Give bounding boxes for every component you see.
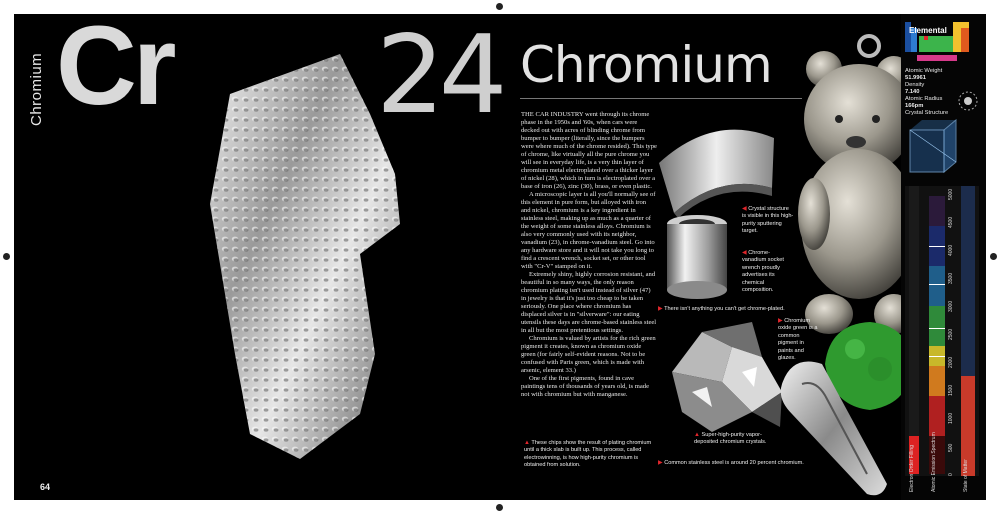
sputtering-target-photo xyxy=(654,118,779,218)
bear-caption-text: There isn't anything you can't get chrome-plated. xyxy=(664,306,785,312)
spectrum-chart xyxy=(905,186,979,476)
socket-caption-text: Chrome-vanadium socket wrench proudly advertises its chemical composition. xyxy=(742,250,784,294)
body-paragraph: One of the first pigments, found in cave paintings tens of thousands of years old, is made not with chromium but with manganese. xyxy=(521,375,650,398)
caption-pointer-icon: ▶ xyxy=(778,318,783,324)
scale-tick: 1500 xyxy=(948,384,954,396)
body-text xyxy=(521,111,657,399)
slab-caption-text: These chips show the result of plating chromium until a thick slab is built up. This process, called electrowinning, is how high-purity chromium is obtained from solution. xyxy=(524,440,652,469)
atom-radius-icon xyxy=(957,90,979,117)
body-paragraph: Chromium is valued by artists for the rich green pigment it creates, known as chromium oxide green (for fairly self-evident reasons. Not to be confused with Paris green, which is made with arsenic, element 33.) xyxy=(521,335,656,374)
crystal-structure-cube-icon xyxy=(906,116,960,176)
crystals-caption xyxy=(694,432,774,447)
crystal-structure-caption-text: Crystal structure is visible in this high-purity sputtering target. xyxy=(742,206,794,235)
registration-mark xyxy=(496,3,503,10)
state-of-matter-label: State of Matter xyxy=(963,459,969,492)
vertical-element-name: Chromium xyxy=(28,52,45,126)
crystals-caption-text: Super-high-purity vapor-deposited chromium crystals. xyxy=(694,432,767,446)
caption-pointer-icon: ▲ xyxy=(694,432,700,438)
book-spread xyxy=(14,14,986,500)
scale-tick: 500 xyxy=(948,443,954,452)
body-paragraph: A microscopic layer is all you'll normally see of this element in pure form, but alloyed with iron and nickel, chromium is a key ingredient in stainless steel, making up as much as a quarter of the weight of some stainless alloys. Chromium is also very commonly used with its neighbor, vanadium (23), in chrome-vanadium steel. Go into any hardware store and it will not take you long to find a crescent wrench, socket set, or other tool with "Cr-V" stamped on it. xyxy=(521,191,656,270)
body-paragraph: Extremely shiny, highly corrosion resistant, and beautiful in so many ways, the only reason chromium plating isn't used instead of silver (47) in jewelry is that it's just too cheap to be taken seriously. One place where chromium has displaced silver is in "silverware": our eating utensils these days are chrome-based stainless steel in all but the most pretentious settings. xyxy=(521,271,657,334)
atomic-weight-value: 51.9961 xyxy=(905,75,926,81)
registration-mark xyxy=(990,253,997,260)
density-label: Density xyxy=(905,82,925,88)
slab-caption xyxy=(524,440,654,470)
title-rule xyxy=(520,98,802,99)
scale-tick: 4500 xyxy=(948,216,954,228)
scale-tick: 2000 xyxy=(948,356,954,368)
crystal-structure-label: Crystal Structure xyxy=(905,110,949,116)
oxide-green-caption-text: Chromium oxide green is a common pigment in paints and glazes. xyxy=(778,318,818,362)
scale-tick: 0 xyxy=(948,473,954,476)
electron-fill-label: Electron Order Filling xyxy=(909,445,915,492)
atomic-number: 24 xyxy=(376,14,502,138)
page-title: Chromium xyxy=(520,36,772,94)
atomic-weight-label: Atomic Weight xyxy=(905,68,943,74)
registration-mark xyxy=(3,253,10,260)
stainless-spoon-photo xyxy=(772,354,894,500)
scale-tick: 3000 xyxy=(948,300,954,312)
chrome-bear-photo xyxy=(784,24,912,349)
caption-pointer-icon: ▶ xyxy=(658,306,663,312)
element-info-panel xyxy=(901,14,986,500)
registration-mark xyxy=(496,504,503,511)
caption-pointer-icon: ▶ xyxy=(658,460,663,466)
emission-spectrum-label: Atomic Emission Spectrum xyxy=(931,432,937,492)
scale-tick: 1000 xyxy=(948,412,954,424)
density-value: 7.140 xyxy=(905,89,920,95)
left-page-number: 64 xyxy=(40,482,51,492)
socket-wrench-photo xyxy=(660,212,734,304)
scale-tick: 5000 xyxy=(948,188,954,200)
caption-pointer-icon: ◀ xyxy=(742,206,747,212)
scale-tick: 4000 xyxy=(948,244,954,256)
caption-pointer-icon: ▲ xyxy=(524,440,530,446)
panel-logo: Elemental xyxy=(909,26,947,35)
scale-tick: 3500 xyxy=(948,272,954,284)
atomic-radius-label: Atomic Radius xyxy=(905,96,943,102)
spoon-caption xyxy=(658,460,818,467)
atomic-radius-value: 166pm xyxy=(905,103,924,109)
caption-pointer-icon: ◀ xyxy=(742,250,747,256)
scale-tick: 2500 xyxy=(948,328,954,340)
body-paragraph: THE CAR INDUSTRY went through its chrome phase in the 1950s and '60s, when cars were decked out with acres of blinding chrome from bumper to bumper (literally, since the bumpers were where much of the chrome resided). This type of chrome, like virtually all the pure chrome you will see in everyday life, is a very thin layer of chromium metal electroplated over a thicker layer of nickel (28), which in turn is electroplated over a base of iron (26), zinc (30), brass, or even plastic. xyxy=(521,111,657,190)
socket-caption xyxy=(742,250,786,294)
element-symbol: Cr xyxy=(56,14,173,128)
spoon-caption-text: Common stainless steel is around 20 percent chromium. xyxy=(664,460,804,466)
